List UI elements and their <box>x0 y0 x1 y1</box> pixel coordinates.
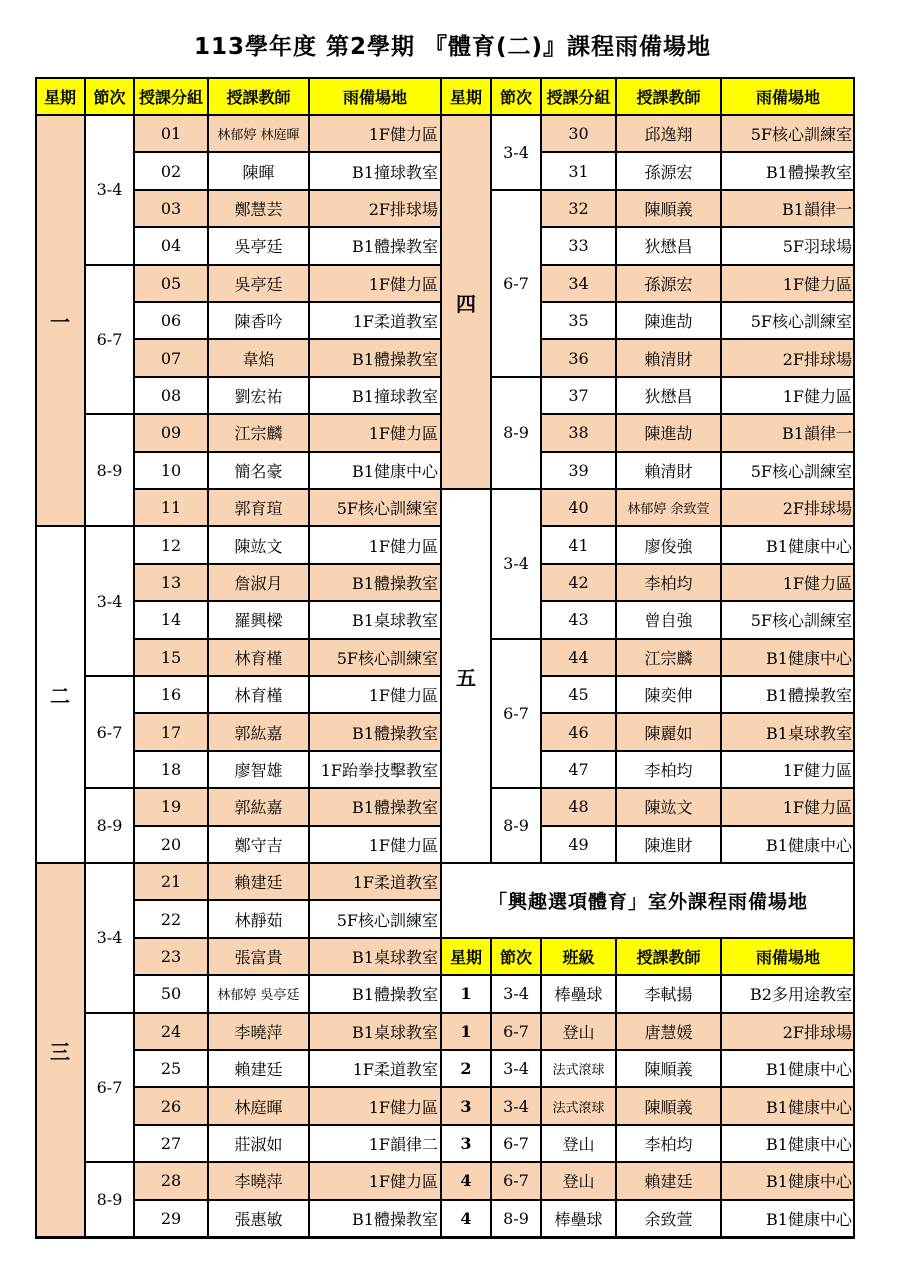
group-number: 20 <box>134 826 208 863</box>
group-number: 43 <box>541 601 616 638</box>
teacher-name: 林郁婷 林庭暉 <box>208 115 309 152</box>
interest-column-header: 節次 <box>491 938 541 975</box>
group-number: 39 <box>541 452 616 489</box>
rain-venue: 5F核心訓練室 <box>309 639 441 676</box>
teacher-name: 李曉萍 <box>208 1013 309 1050</box>
rain-venue: 1F健力區 <box>309 1162 441 1199</box>
rain-venue: B1體操教室 <box>309 975 441 1012</box>
interest-period: 6-7 <box>491 1162 541 1199</box>
group-number: 32 <box>541 190 616 227</box>
interest-class: 棒壘球 <box>541 975 616 1012</box>
teacher-name: 陳竑文 <box>616 788 721 825</box>
teacher-name: 孫源宏 <box>616 265 721 302</box>
interest-weekday: 3 <box>441 1087 491 1124</box>
teacher-name: 羅興樑 <box>208 601 309 638</box>
group-number: 26 <box>134 1087 208 1124</box>
group-number: 10 <box>134 452 208 489</box>
group-number: 25 <box>134 1050 208 1087</box>
rain-venue: 5F核心訓練室 <box>309 900 441 937</box>
group-number: 07 <box>134 339 208 376</box>
rain-venue: B1健康中心 <box>721 526 855 563</box>
interest-weekday: 1 <box>441 1013 491 1050</box>
group-number: 38 <box>541 414 616 451</box>
rain-venue: 5F核心訓練室 <box>721 115 855 152</box>
column-header: 授課分組 <box>541 77 616 115</box>
interest-teacher: 陳順義 <box>616 1087 721 1124</box>
teacher-name: 曾自強 <box>616 601 721 638</box>
teacher-name: 廖智雄 <box>208 751 309 788</box>
interest-period: 6-7 <box>491 1125 541 1162</box>
interest-class: 登山 <box>541 1162 616 1199</box>
group-number: 03 <box>134 190 208 227</box>
rain-venue: 1F健力區 <box>721 377 855 414</box>
teacher-name: 鄭慧芸 <box>208 190 309 227</box>
weekday-label: 二 <box>35 526 85 863</box>
weekday-label: 四 <box>441 115 491 489</box>
teacher-name: 張惠敏 <box>208 1200 309 1237</box>
group-number: 08 <box>134 377 208 414</box>
interest-venue: B1健康中心 <box>721 1125 855 1162</box>
group-number: 46 <box>541 713 616 750</box>
rain-venue: 1F健力區 <box>309 414 441 451</box>
group-number: 36 <box>541 339 616 376</box>
teacher-name: 陳進劼 <box>616 414 721 451</box>
rain-venue: B1健康中心 <box>309 452 441 489</box>
rain-venue: 1F健力區 <box>309 826 441 863</box>
rain-venue: 5F羽球場 <box>721 227 855 264</box>
rain-venue: B1健康中心 <box>721 826 855 863</box>
rain-venue: 1F健力區 <box>309 526 441 563</box>
period-label: 3-4 <box>85 115 134 265</box>
period-label: 8-9 <box>491 788 541 863</box>
teacher-name: 郭紘嘉 <box>208 788 309 825</box>
teacher-name: 林靜茹 <box>208 900 309 937</box>
rain-venue: 1F健力區 <box>721 788 855 825</box>
rain-venue: 2F排球場 <box>721 489 855 526</box>
rain-venue: 1F健力區 <box>721 265 855 302</box>
interest-class: 棒壘球 <box>541 1200 616 1237</box>
interest-teacher: 唐慧媛 <box>616 1013 721 1050</box>
interest-teacher: 李軾揚 <box>616 975 721 1012</box>
period-label: 8-9 <box>85 1162 134 1237</box>
rain-venue: B1桌球教室 <box>309 601 441 638</box>
group-number: 15 <box>134 639 208 676</box>
group-number: 44 <box>541 639 616 676</box>
interest-period: 3-4 <box>491 1087 541 1124</box>
period-label: 8-9 <box>85 414 134 526</box>
group-number: 24 <box>134 1013 208 1050</box>
teacher-name: 賴建廷 <box>208 863 309 900</box>
teacher-name: 賴建廷 <box>208 1050 309 1087</box>
teacher-name: 江宗麟 <box>208 414 309 451</box>
interest-column-header: 授課教師 <box>616 938 721 975</box>
period-label: 6-7 <box>85 676 134 788</box>
teacher-name: 孫源宏 <box>616 152 721 189</box>
period-label: 6-7 <box>491 190 541 377</box>
rain-venue: B1體操教室 <box>721 676 855 713</box>
column-header: 授課教師 <box>616 77 721 115</box>
teacher-name: 林郁婷 吳亭廷 <box>208 975 309 1012</box>
column-header: 雨備場地 <box>309 77 441 115</box>
teacher-name: 林育槿 <box>208 639 309 676</box>
group-number: 12 <box>134 526 208 563</box>
teacher-name: 吳亭廷 <box>208 265 309 302</box>
interest-venue: B1健康中心 <box>721 1087 855 1124</box>
group-number: 11 <box>134 489 208 526</box>
interest-teacher: 余致萱 <box>616 1200 721 1237</box>
group-number: 13 <box>134 564 208 601</box>
teacher-name: 郭育瑄 <box>208 489 309 526</box>
teacher-name: 賴清財 <box>616 452 721 489</box>
rain-venue: 2F排球場 <box>721 339 855 376</box>
group-number: 02 <box>134 152 208 189</box>
rain-venue: 1F柔道教室 <box>309 1050 441 1087</box>
interest-period: 8-9 <box>491 1200 541 1237</box>
group-number: 48 <box>541 788 616 825</box>
group-number: 23 <box>134 938 208 975</box>
teacher-name: 詹淑月 <box>208 564 309 601</box>
weekday-label: 一 <box>35 115 85 526</box>
teacher-name: 陳香吟 <box>208 302 309 339</box>
teacher-name: 廖俊強 <box>616 526 721 563</box>
interest-teacher: 陳順義 <box>616 1050 721 1087</box>
column-header: 雨備場地 <box>721 77 855 115</box>
rain-venue: B1體操教室 <box>309 713 441 750</box>
group-number: 27 <box>134 1125 208 1162</box>
teacher-name: 邱逸翔 <box>616 115 721 152</box>
column-header: 授課分組 <box>134 77 208 115</box>
column-header: 星期 <box>35 77 85 115</box>
period-label: 8-9 <box>491 377 541 489</box>
group-number: 14 <box>134 601 208 638</box>
interest-class: 登山 <box>541 1125 616 1162</box>
rain-venue: B1體操教室 <box>309 227 441 264</box>
interest-weekday: 4 <box>441 1200 491 1237</box>
teacher-name: 李柏均 <box>616 564 721 601</box>
rain-venue: B1韻律一 <box>721 414 855 451</box>
rain-venue: 5F核心訓練室 <box>721 302 855 339</box>
weekday-label: 三 <box>35 863 85 1237</box>
group-number: 45 <box>541 676 616 713</box>
rain-venue: B1撞球教室 <box>309 152 441 189</box>
group-number: 17 <box>134 713 208 750</box>
teacher-name: 簡名豪 <box>208 452 309 489</box>
group-number: 16 <box>134 676 208 713</box>
rain-venue: 2F排球場 <box>309 190 441 227</box>
interest-column-header: 雨備場地 <box>721 938 855 975</box>
group-number: 05 <box>134 265 208 302</box>
period-label: 6-7 <box>85 1013 134 1163</box>
interest-venue: B1健康中心 <box>721 1200 855 1237</box>
interest-weekday: 1 <box>441 975 491 1012</box>
period-label: 3-4 <box>85 526 134 676</box>
rain-venue: 1F健力區 <box>721 751 855 788</box>
group-number: 50 <box>134 975 208 1012</box>
teacher-name: 郭紘嘉 <box>208 713 309 750</box>
rain-venue: B1撞球教室 <box>309 377 441 414</box>
teacher-name: 賴清財 <box>616 339 721 376</box>
rain-venue: 1F韻律二 <box>309 1125 441 1162</box>
period-label: 6-7 <box>85 265 134 415</box>
group-number: 47 <box>541 751 616 788</box>
teacher-name: 陳順義 <box>616 190 721 227</box>
teacher-name: 劉宏祐 <box>208 377 309 414</box>
teacher-name: 陳暉 <box>208 152 309 189</box>
interest-period: 3-4 <box>491 1050 541 1087</box>
teacher-name: 陳麗如 <box>616 713 721 750</box>
teacher-name: 莊淑如 <box>208 1125 309 1162</box>
teacher-name: 李曉萍 <box>208 1162 309 1199</box>
teacher-name: 江宗麟 <box>616 639 721 676</box>
group-number: 22 <box>134 900 208 937</box>
teacher-name: 林育槿 <box>208 676 309 713</box>
rain-venue: 5F核心訓練室 <box>721 601 855 638</box>
rain-venue: 1F健力區 <box>309 265 441 302</box>
teacher-name: 張富貴 <box>208 938 309 975</box>
interest-venue: B2多用途教室 <box>721 975 855 1012</box>
rain-venue: 1F柔道教室 <box>309 863 441 900</box>
group-number: 29 <box>134 1200 208 1237</box>
interest-section-title: 「興趣選項體育」室外課程雨備場地 <box>441 863 855 938</box>
interest-venue: B1健康中心 <box>721 1050 855 1087</box>
interest-period: 6-7 <box>491 1013 541 1050</box>
rain-venue: 1F健力區 <box>309 676 441 713</box>
group-number: 30 <box>541 115 616 152</box>
period-label: 3-4 <box>491 115 541 190</box>
group-number: 35 <box>541 302 616 339</box>
group-number: 04 <box>134 227 208 264</box>
teacher-name: 林郁婷 余致萱 <box>616 489 721 526</box>
column-header: 節次 <box>491 77 541 115</box>
teacher-name: 陳奕伸 <box>616 676 721 713</box>
interest-weekday: 2 <box>441 1050 491 1087</box>
teacher-name: 吳亭廷 <box>208 227 309 264</box>
rain-venue: B1桌球教室 <box>309 1013 441 1050</box>
interest-teacher: 李柏均 <box>616 1125 721 1162</box>
rain-venue: 1F柔道教室 <box>309 302 441 339</box>
rain-venue: B1體操教室 <box>721 152 855 189</box>
teacher-name: 鄭守吉 <box>208 826 309 863</box>
rain-venue: B1韻律一 <box>721 190 855 227</box>
interest-teacher: 賴建廷 <box>616 1162 721 1199</box>
rain-venue: B1健康中心 <box>721 639 855 676</box>
group-number: 21 <box>134 863 208 900</box>
rain-venue: 1F跆拳技擊教室 <box>309 751 441 788</box>
rain-venue: B1體操教室 <box>309 1200 441 1237</box>
rain-venue: 1F健力區 <box>721 564 855 601</box>
group-number: 40 <box>541 489 616 526</box>
period-label: 3-4 <box>85 863 134 1013</box>
teacher-name: 李柏均 <box>616 751 721 788</box>
teacher-name: 陳進財 <box>616 826 721 863</box>
teacher-name: 韋焰 <box>208 339 309 376</box>
interest-weekday: 4 <box>441 1162 491 1199</box>
group-number: 34 <box>541 265 616 302</box>
group-number: 06 <box>134 302 208 339</box>
interest-weekday: 3 <box>441 1125 491 1162</box>
interest-class: 登山 <box>541 1013 616 1050</box>
page-title: 113學年度 第2學期 『體育(二)』課程雨備場地 <box>193 34 712 60</box>
period-label: 6-7 <box>491 639 541 789</box>
group-number: 28 <box>134 1162 208 1199</box>
teacher-name: 狄懋昌 <box>616 377 721 414</box>
rain-venue: B1桌球教室 <box>721 713 855 750</box>
interest-column-header: 星期 <box>441 938 491 975</box>
period-label: 8-9 <box>85 788 134 863</box>
teacher-name: 陳竑文 <box>208 526 309 563</box>
group-number: 41 <box>541 526 616 563</box>
rain-venue: 1F健力區 <box>309 115 441 152</box>
group-number: 18 <box>134 751 208 788</box>
interest-period: 3-4 <box>491 975 541 1012</box>
teacher-name: 狄懋昌 <box>616 227 721 264</box>
teacher-name: 林庭暉 <box>208 1087 309 1124</box>
group-number: 09 <box>134 414 208 451</box>
rain-venue: 1F健力區 <box>309 1087 441 1124</box>
group-number: 33 <box>541 227 616 264</box>
interest-column-header: 班級 <box>541 938 616 975</box>
group-number: 37 <box>541 377 616 414</box>
rain-venue: B1體操教室 <box>309 339 441 376</box>
column-header: 星期 <box>441 77 491 115</box>
rain-venue: B1桌球教室 <box>309 938 441 975</box>
group-number: 42 <box>541 564 616 601</box>
interest-class: 法式滾球 <box>541 1050 616 1087</box>
column-header: 授課教師 <box>208 77 309 115</box>
group-number: 31 <box>541 152 616 189</box>
teacher-name: 陳進劼 <box>616 302 721 339</box>
weekday-label: 五 <box>441 489 491 863</box>
group-number: 49 <box>541 826 616 863</box>
group-number: 01 <box>134 115 208 152</box>
period-label: 3-4 <box>491 489 541 639</box>
interest-class: 法式滾球 <box>541 1087 616 1124</box>
interest-venue: B1健康中心 <box>721 1162 855 1199</box>
rain-venue: 5F核心訓練室 <box>309 489 441 526</box>
interest-venue: 2F排球場 <box>721 1013 855 1050</box>
rain-venue: 5F核心訓練室 <box>721 452 855 489</box>
rain-venue: B1體操教室 <box>309 564 441 601</box>
column-header: 節次 <box>85 77 134 115</box>
group-number: 19 <box>134 788 208 825</box>
rain-venue: B1體操教室 <box>309 788 441 825</box>
